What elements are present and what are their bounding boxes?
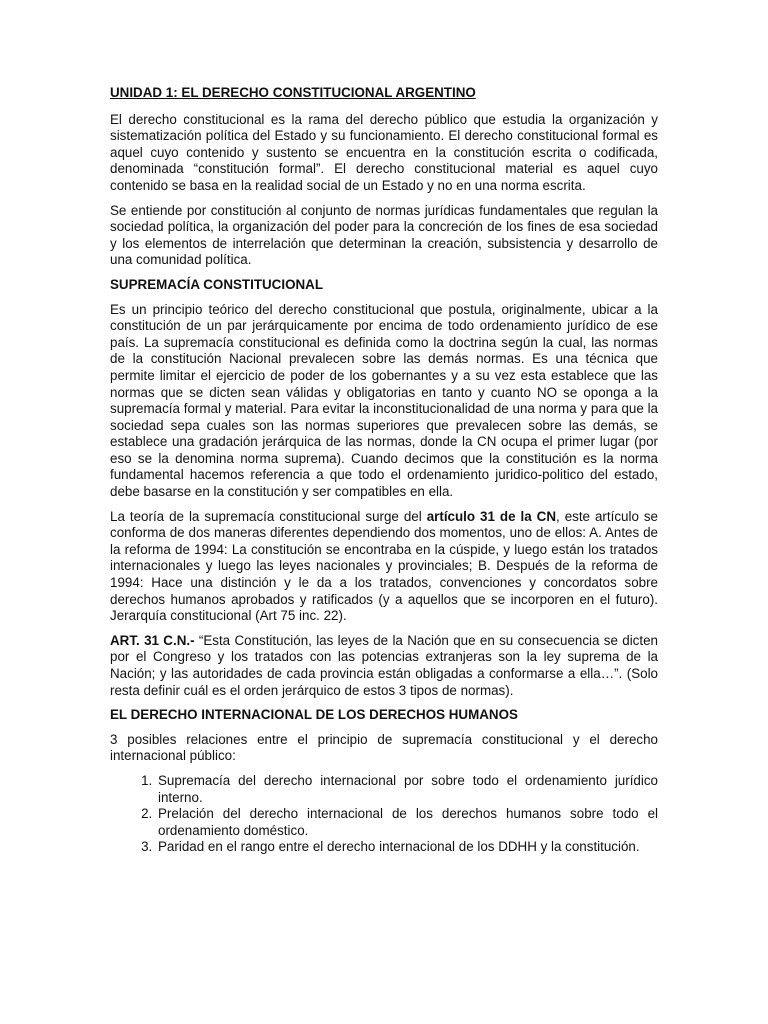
art31-label: ART. 31 C.N.- bbox=[110, 632, 195, 648]
art31-paragraph bbox=[110, 633, 658, 699]
paragraph-text: La teoría de la supremacía constitucional surge del bbox=[110, 508, 427, 524]
art31-quote: “Esta Constitución, las leyes de la Nación que en su consecuencia se dicten por el Congreso y los tratados con las potencias extranjeras son la ley suprema de la Nación; y las autoridades de cada provincia están obligadas a conformarse a ella…”. (Solo resta definir cuál es el orden jerárquico de estos 3 tipos de normas). bbox=[110, 632, 658, 698]
paragraph-text: , este artículo se conforma de dos maneras diferentes dependiendo dos momentos, uno de ellos: A. Antes de la reforma de 1994: La constitución se encontraba en la cúspide, y luego están los tratados internacionales y luego las leyes nacionales y provinciales; B. Después de la reforma de 1994: Hace una distinción y le da a los tratados, convenciones y concordatos sobre derechos humanos aprobados y ratificados (y a aquellos que se incorporen en el futuro). Jerarquía constitucional (Art 75 inc. 22). bbox=[110, 508, 659, 624]
supremacia-paragraph-1: Es un principio teórico del derecho constitucional que postula, originalmente, ubicar a la constitución de un par jerárquicamente por encima de todo ordenamiento jurídico de ese país. La supremacía constitucional es definida como la doctrina según la cual, las normas de la constitución Nacional prevalecen sobre las demás normas. Es una técnica que permite limitar el ejercicio de poder de los gobernantes y a su vez esta establece que las normas que se dicten sean válidas y obligatorias en tanto y cuanto NO se oponga a la supremacía formal y material. Para evitar la inconstitucionalidad de una norma y para que la sociedad sepa cuales son las normas superiores que prevalecen sobre las demás, se establece una gradación jerárquica de las normas, donde la CN ocupa el primer lugar (por eso se la denomina norma suprema). Cuando decimos que la constitución es la norma fundamental hacemos referencia a que todo el ordenamiento juridico-politico del estado, debe basarse en la constitución y ser compatibles en ella. bbox=[110, 301, 658, 500]
intro-paragraph-1: El derecho constitucional es la rama del derecho público que estudia la organización y sistematización política del Estado y su funcionamiento. El derecho constitucional formal es aquel cuyo contenido y sustento se encuentra en la constitución escrita o codificada, denominada “constitución formal”. El derecho constitucional material es aquel cuyo contenido se basa en la realidad social de un Estado y no en una norma escrita. bbox=[110, 111, 658, 193]
relations-list bbox=[110, 773, 658, 856]
section-heading-ddhh: EL DERECHO INTERNACIONAL DE LOS DERECHOS HUMANOS bbox=[110, 707, 518, 723]
document-title: UNIDAD 1: EL DERECHO CONSTITUCIONAL ARGENTINO bbox=[110, 85, 476, 100]
supremacia-paragraph-2 bbox=[110, 509, 658, 625]
intro-paragraph-2: Se entiende por constitución al conjunto de normas jurídicas fundamentales que regulan la sociedad política, la organización del poder para la concreción de los fines de esa sociedad y los elementos de interrelación que determinan la creación, subsistencia y desarrollo de una comunidad política. bbox=[110, 202, 658, 268]
list-item: 1. Supremacía del derecho internacional por sobre todo el ordenamiento jurídico interno. bbox=[156, 773, 658, 806]
article-reference: artículo 31 de la CN bbox=[426, 508, 556, 524]
list-item: 3. Paridad en el rango entre el derecho internacional de los DDHH y la constitución. bbox=[156, 839, 658, 856]
ddhh-intro: 3 posibles relaciones entre el principio de supremacía constitucional y el derecho internacional público: bbox=[110, 731, 658, 764]
section-heading-supremacia: SUPREMACÍA CONSTITUCIONAL bbox=[110, 276, 324, 292]
list-item: 2. Prelación del derecho internacional de los derechos humanos sobre todo el ordenamiento doméstico. bbox=[156, 806, 658, 839]
